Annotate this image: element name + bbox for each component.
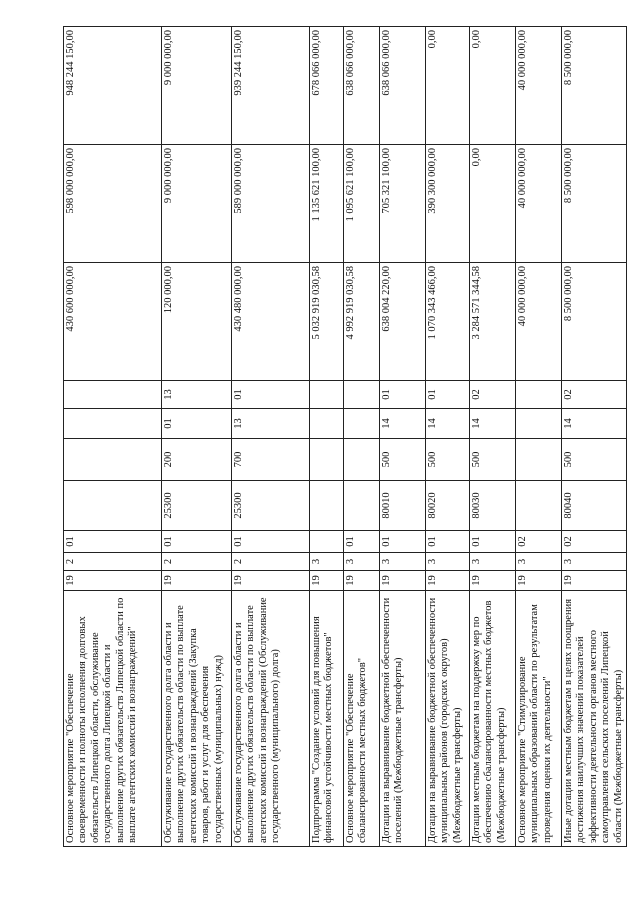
amount-year-3: 939 244 150,00 (232, 27, 310, 145)
amount-year-2: 1 135 621 100,00 (310, 145, 344, 263)
subprogram-code: 3 (344, 553, 380, 571)
subsection-code (344, 381, 380, 409)
row-name: Подпрограмма "Создание условий для повышения финансовой устойчивости местных бюджетов" (310, 591, 344, 847)
subsection-code: 01 (380, 381, 426, 409)
section-code: 14 (562, 409, 627, 439)
section-code (344, 409, 380, 439)
subprogram-code: 3 (310, 553, 344, 571)
section-code: 14 (470, 409, 516, 439)
expense-type-code (344, 439, 380, 481)
expense-type-code: 200 (162, 439, 232, 481)
program-code: 19 (64, 571, 162, 591)
program-code: 19 (232, 571, 310, 591)
section-code (64, 409, 162, 439)
table-row (380, 27, 426, 847)
subsection-code (310, 381, 344, 409)
table-row (344, 27, 380, 847)
table-row (562, 27, 627, 847)
amount-year-3: 638 066 000,00 (380, 27, 426, 145)
row-name: Основное мероприятие "Обеспечение сбалансированности местных бюджетов" (344, 591, 380, 847)
amount-year-2: 9 000 000,00 (162, 145, 232, 263)
amount-year-3: 8 500 000,00 (562, 27, 627, 145)
activity-code: 01 (162, 531, 232, 553)
program-code: 19 (516, 571, 562, 591)
amount-year-2: 705 321 100,00 (380, 145, 426, 263)
subsection-code: 02 (562, 381, 627, 409)
activity-code: 01 (380, 531, 426, 553)
expense-type-code: 500 (426, 439, 470, 481)
budget-table-body (64, 27, 627, 847)
subprogram-code: 2 (64, 553, 162, 571)
activity-code: 02 (562, 531, 627, 553)
activity-code: 01 (232, 531, 310, 553)
amount-year-3: 40 000 000,00 (516, 27, 562, 145)
direction-code: 80020 (426, 481, 470, 531)
amount-year-2: 390 300 000,00 (426, 145, 470, 263)
direction-code (64, 481, 162, 531)
amount-year-1: 5 032 919 030,58 (310, 263, 344, 381)
amount-year-1: 430 480 000,00 (232, 263, 310, 381)
amount-year-1: 3 284 571 344,58 (470, 263, 516, 381)
direction-code: 80030 (470, 481, 516, 531)
subprogram-code: 3 (470, 553, 516, 571)
expense-type-code (64, 439, 162, 481)
program-code: 19 (344, 571, 380, 591)
activity-code: 01 (470, 531, 516, 553)
expense-type-code: 500 (470, 439, 516, 481)
subprogram-code: 2 (232, 553, 310, 571)
amount-year-1: 8 500 000,00 (562, 263, 627, 381)
rotated-page (63, 27, 624, 847)
direction-code (344, 481, 380, 531)
table-row (470, 27, 516, 847)
direction-code: 80040 (562, 481, 627, 531)
section-code: 01 (162, 409, 232, 439)
program-code: 19 (470, 571, 516, 591)
row-name: Обслуживание государственного долга области и выполнение других обязательств области по выплате агентских комиссий и вознаграждений (Закупка товаров, работ и услуг для обеспечения государственных (муниципальных) нужд) (162, 591, 232, 847)
subsection-code (516, 381, 562, 409)
amount-year-3: 0,00 (426, 27, 470, 145)
amount-year-2: 1 095 621 100,00 (344, 145, 380, 263)
subsection-code: 13 (162, 381, 232, 409)
subsection-code: 02 (470, 381, 516, 409)
row-name: Основное мероприятие "Обеспечение своевременности и полноты исполнения долговых обязательств Липецкой области, обслуживание государственного долга Липецкой области и выполнение других обязательств Липецкой области по выплате агентских комиссий и вознаграждений" (64, 591, 162, 847)
subprogram-code: 3 (516, 553, 562, 571)
subsection-code: 01 (232, 381, 310, 409)
direction-code (310, 481, 344, 531)
direction-code: 25300 (162, 481, 232, 531)
amount-year-3: 0,00 (470, 27, 516, 145)
program-code: 19 (380, 571, 426, 591)
amount-year-3: 678 066 000,00 (310, 27, 344, 145)
table-row (310, 27, 344, 847)
table-row (64, 27, 162, 847)
row-name: Дотации на выравнивание бюджетной обеспеченности муниципальных районов (городских округов) (Межбюджетные трансферты) (426, 591, 470, 847)
amount-year-3: 638 066 000,00 (344, 27, 380, 145)
program-code: 19 (562, 571, 627, 591)
row-name: Дотации на выравнивание бюджетной обеспеченности поселений (Межбюджетные трансферты) (380, 591, 426, 847)
amount-year-1: 40 000 000,00 (516, 263, 562, 381)
section-code: 14 (380, 409, 426, 439)
direction-code: 25300 (232, 481, 310, 531)
row-name: Иные дотации местным бюджетам в целях поощрения достижения наилучших значений показателей эффективности деятельности органов местного самоуправления сельских поселений Липецкой области (Межбюджетные трансферты) (562, 591, 627, 847)
subprogram-code: 3 (562, 553, 627, 571)
activity-code: 01 (64, 531, 162, 553)
amount-year-1: 4 992 919 030,58 (344, 263, 380, 381)
amount-year-1: 1 070 343 466,00 (426, 263, 470, 381)
expense-type-code: 500 (380, 439, 426, 481)
expense-type-code: 700 (232, 439, 310, 481)
expense-type-code: 500 (562, 439, 627, 481)
amount-year-1: 120 000,00 (162, 263, 232, 381)
program-code: 19 (162, 571, 232, 591)
activity-code: 02 (516, 531, 562, 553)
amount-year-2: 40 000 000,00 (516, 145, 562, 263)
table-row (232, 27, 310, 847)
program-code: 19 (426, 571, 470, 591)
subsection-code: 01 (426, 381, 470, 409)
activity-code: 01 (426, 531, 470, 553)
subprogram-code: 3 (426, 553, 470, 571)
direction-code: 80010 (380, 481, 426, 531)
section-code (516, 409, 562, 439)
subprogram-code: 2 (162, 553, 232, 571)
direction-code (516, 481, 562, 531)
amount-year-2: 8 500 000,00 (562, 145, 627, 263)
program-code: 19 (310, 571, 344, 591)
amount-year-1: 430 600 000,00 (64, 263, 162, 381)
table-row (516, 27, 562, 847)
amount-year-1: 638 004 220,00 (380, 263, 426, 381)
section-code: 14 (426, 409, 470, 439)
subsection-code (64, 381, 162, 409)
activity-code: 01 (344, 531, 380, 553)
section-code (310, 409, 344, 439)
row-name: Дотации местным бюджетам на поддержку мер по обеспечению сбалансированности местных бюджетов (Межбюджетные трансферты) (470, 591, 516, 847)
section-code: 13 (232, 409, 310, 439)
expense-type-code (310, 439, 344, 481)
budget-table (63, 26, 627, 847)
table-row (426, 27, 470, 847)
subprogram-code: 3 (380, 553, 426, 571)
amount-year-3: 948 244 150,00 (64, 27, 162, 145)
row-name: Обслуживание государственного долга области и выполнение других обязательств области по выплате агентских комиссий и вознаграждений (Обслуживание государственного (муниципального) долга) (232, 591, 310, 847)
amount-year-2: 589 000 000,00 (232, 145, 310, 263)
row-name: Основное мероприятие "Стимулирование муниципальных образований области по результатам проведения оценки их деятельности" (516, 591, 562, 847)
activity-code (310, 531, 344, 553)
expense-type-code (516, 439, 562, 481)
amount-year-3: 9 000 000,00 (162, 27, 232, 145)
table-row (162, 27, 232, 847)
amount-year-2: 0,00 (470, 145, 516, 263)
amount-year-2: 598 000 000,00 (64, 145, 162, 263)
